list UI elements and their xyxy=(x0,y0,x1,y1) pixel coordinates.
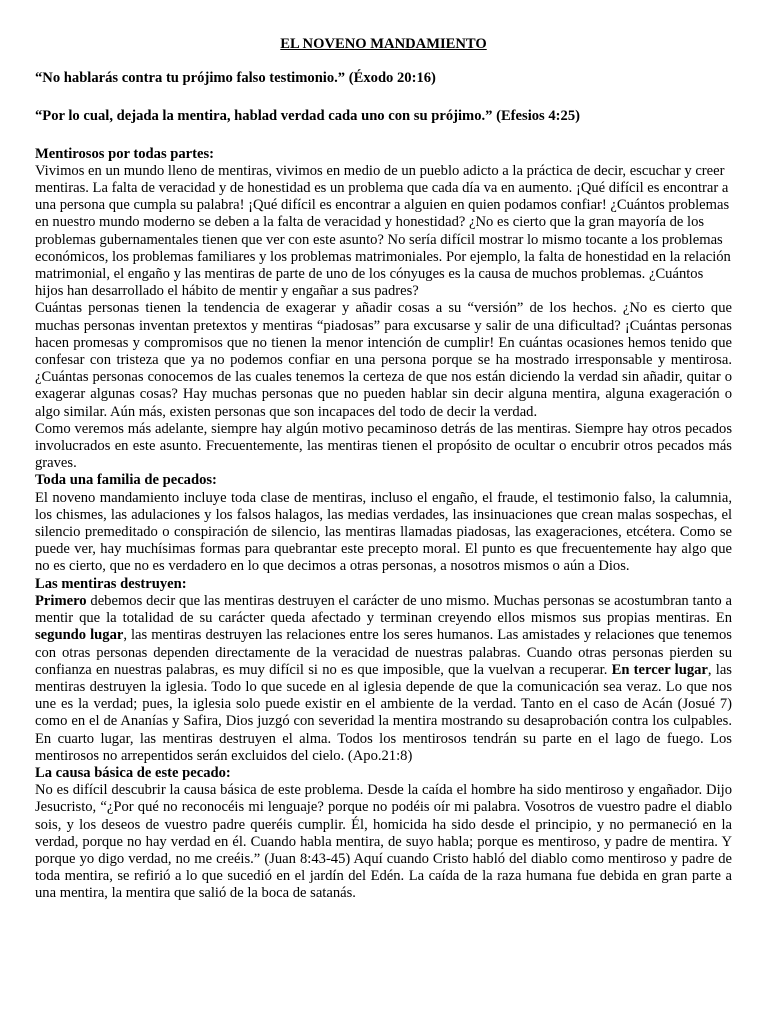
section-paragraph: Como veremos más adelante, siempre hay algún motivo pecaminoso detrás de las mentiras. Siempre hay otros pecados involucrados en este asunto. Frecuentemente, las mentiras tienen el propósito de ocultar o encubrir otros pecados más graves. xyxy=(35,420,732,472)
paragraph-text: debemos decir que las mentiras destruyen el carácter de uno mismo. Muchas personas se acostumbran tanto a mentir que la totalidad de su carácter queda afectado y terminan creyendo ellos mismos sus propias mentiras. En xyxy=(35,592,732,627)
section-heading-familia: Toda una familia de pecados: xyxy=(35,472,217,489)
document-title: EL NOVENO MANDAMIENTO xyxy=(280,36,487,52)
paragraph-text: , las mentiras destruyen la iglesia. Todo lo que sucede en al iglesia depende de que la comunicación sea veraz. Lo que nos une es la verdad; pues, la iglesia solo puede existir en el ambiente de la verdad. Tanto en el caso de Acán (Josué 7) como en el de Ananías y Safira, Dios juzgó con severidad la mentira mostrando su desaprobación contra los culpables. En cuarto lugar, las mentiras destruyen el alma. Todos los mentirosos tendrán su parte en el lago de fuego. Los mentirosos no arrepentidos serán excluidos del cielo. (Apo.21:8) xyxy=(35,661,732,764)
section-paragraph: No es difícil descubrir la causa básica de este problema. Desde la caída el hombre ha sido mentiroso y engañador. Dijo Jesucristo, “¿Por qué no reconocéis mi lenguaje? porque no podéis oír mi palabra. Vosotros de vuestro padre el diablo sois, y los deseos de vuestro padre queréis cumplir. Él, homicida ha sido desde el principio, y no permaneció en la verdad, porque no hay verdad en él. Cuando habla mentira, de suyo habla; porque es mentiroso, y padre de mentira. Y porque yo digo verdad, no me creéis.” (Juan 8:43-45) Aquí cuando Cristo habló del diablo como mentiroso y padre de toda mentira, se refirió a lo que sucedió en el jardín del Edén. La caída de la raza humana fue debida en gran parte a una mentira, la mentira que salió de la boca de satanás. xyxy=(35,782,732,902)
verse-efesios: “Por lo cual, dejada la mentira, hablad verdad cada uno con su prójimo.” (Efesios 4:25) xyxy=(35,108,580,125)
section-heading-causa: La causa básica de este pecado: xyxy=(35,764,231,781)
section-paragraph: Cuántas personas tienen la tendencia de exagerar y añadir cosas a su “versión” de los hechos. ¿No es cierto que muchas personas inventan pretextos y mentiras “piadosas” para excusarse y salir de una dificultad? ¡Cuántas personas hacen promesas y compromisos que no tienen la menor intención de cumplir! En cuántas ocasiones hemos tenido que confesar con tristeza que ya no podemos confiar en una persona porque se ha mostrado irresponsable y mentirosa. ¿Cuántas personas conocemos de las cuales tenemos la certeza de que nos están diciendo la verdad sin añadir, quitar o exagerar algunas cosas? Hay muchas personas que no pueden hablar sin decir alguna mentira, alguna exageración o algo similar. Aún más, existen personas que son incapaces del todo de decir la verdad. xyxy=(35,300,732,420)
emphasis-tercer-lugar: En tercer lugar xyxy=(611,661,708,678)
section-heading-mentirosos: Mentirosos por todas partes: xyxy=(35,145,215,162)
document-page xyxy=(35,36,732,903)
section-heading-destruyen: Las mentiras destruyen: xyxy=(35,575,187,592)
emphasis-segundo-lugar: segundo lugar xyxy=(35,627,124,644)
emphasis-primero: Primero xyxy=(35,592,87,609)
section-paragraph: El noveno mandamiento incluye toda clase de mentiras, incluso el engaño, el fraude, el testimonio falso, la calumnia, los chismes, las adulaciones y los falsos halagos, las medias verdades, las insinuaciones que crean malas sospechas, el silencio premeditado o conspiración de silencio, las mentiras llamadas piadosas, las exageraciones, etcétera. Como se puede ver, hay muchísimas formas para quebrantar este precepto moral. El punto es que frecuentemente hay algo que no es cierto, que no es verdadero en lo que decimos a otras personas, a nosotros mismos o aún a Dios. xyxy=(35,489,732,575)
verse-exodo: “No hablarás contra tu prójimo falso testimonio.” (Éxodo 20:16) xyxy=(35,70,436,87)
section-paragraph: Vivimos en un mundo lleno de mentiras, vivimos en medio de un pueblo adicto a la práctica de decir, escuchar y creer mentiras. La falta de veracidad y de honestidad es un problema que cada día va en aumento. ¡Qué difícil es encontrar a una persona que cumpla su palabra! ¡Qué difícil es encontrar a alguien en quien podamos confiar! ¿Cuántos problemas en nuestro mundo moderno se deben a la falta de veracidad y honestidad? ¿No es cierto que la gran mayoría de los problemas gubernamentales tienen que ver con este asunto? No sería difícil mostrar lo mismo tocante a los problemas económicos, los problemas familiares y los problemas matrimoniales. Por ejemplo, la falta de honestidad en la relación matrimonial, el engaño y las mentiras de parte de uno de los cónyuges es la causa de muchos problemas. ¿Cuántos hijos han desarrollado el hábito de mentir y engañar a sus padres? xyxy=(35,162,731,300)
paragraph-text: , las mentiras destruyen las relaciones entre los seres humanos. Las amistades y relaciones que tenemos con otras personas dependen directamente de la veracidad de nuestras palabras. Cuando otras personas pierden su confianza en nuestras palabras, es muy difícil si no es que imposible, que la vuelvan a recuperar. xyxy=(35,627,732,678)
section-paragraph xyxy=(35,593,732,765)
